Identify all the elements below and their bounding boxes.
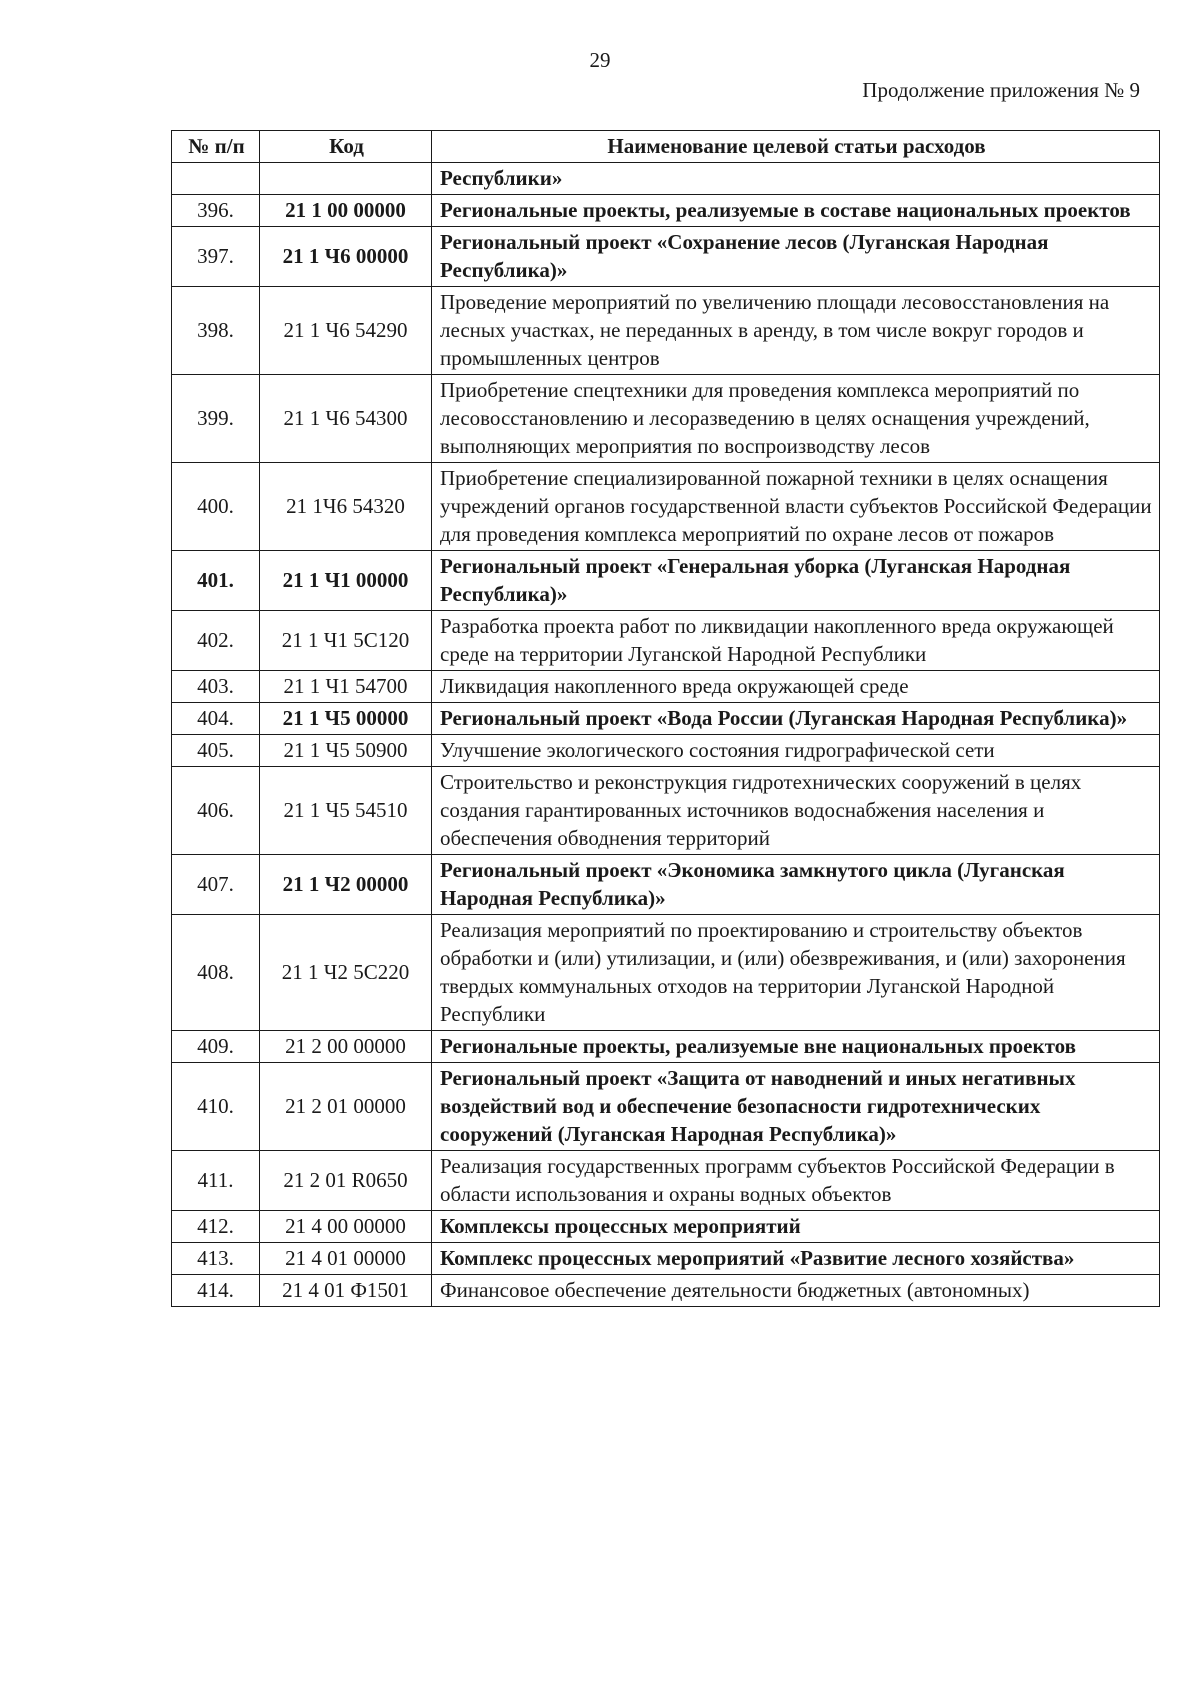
column-header-number: № п/п [172,131,260,163]
row-name-cell: Республики» [432,163,1160,195]
row-code-cell: 21 2 01 00000 [260,1063,432,1151]
row-code-cell: 21 1 Ч5 54510 [260,767,432,855]
row-name-cell: Финансовое обеспечение деятельности бюджетных (автономных) [432,1275,1160,1307]
table-row [172,703,1160,735]
row-number-cell: 397. [172,227,260,287]
row-number-cell: 401. [172,551,260,611]
row-name-cell: Улучшение экологического состояния гидрографической сети [432,735,1160,767]
table-row [172,227,1160,287]
row-name-cell: Региональные проекты, реализуемые вне национальных проектов [432,1031,1160,1063]
table-row [172,855,1160,915]
row-code-cell: 21 2 01 R0650 [260,1151,432,1211]
table-row [172,195,1160,227]
row-number-cell: 403. [172,671,260,703]
row-code-cell [260,163,432,195]
table-row [172,463,1160,551]
row-name-cell: Региональный проект «Экономика замкнутого цикла (Луганская Народная Республика)» [432,855,1160,915]
row-code-cell: 21 1 Ч2 00000 [260,855,432,915]
row-name-cell: Региональный проект «Вода России (Луганская Народная Республика)» [432,703,1160,735]
row-number-cell: 408. [172,915,260,1031]
row-code-cell: 21 1 Ч5 50900 [260,735,432,767]
row-code-cell: 21 4 00 00000 [260,1211,432,1243]
row-code-cell: 21 2 00 00000 [260,1031,432,1063]
row-number-cell: 410. [172,1063,260,1151]
column-header-name: Наименование целевой статьи расходов [432,131,1160,163]
row-number-cell: 405. [172,735,260,767]
table-row [172,671,1160,703]
row-number-cell: 406. [172,767,260,855]
row-code-cell: 21 1 Ч5 00000 [260,703,432,735]
row-code-cell: 21 1 Ч6 54300 [260,375,432,463]
row-number-cell: 411. [172,1151,260,1211]
row-number-cell: 398. [172,287,260,375]
table-row [172,551,1160,611]
row-number-cell: 413. [172,1243,260,1275]
row-name-cell: Разработка проекта работ по ликвидации накопленного вреда окружающей среде на территории Луганской Народной Республики [432,611,1160,671]
row-code-cell: 21 1 00 00000 [260,195,432,227]
table-row [172,375,1160,463]
row-code-cell: 21 1Ч6 54320 [260,463,432,551]
appendix-note: Продолжение приложения № 9 [862,78,1140,102]
row-number-cell: 402. [172,611,260,671]
row-code-cell: 21 1 Ч6 54290 [260,287,432,375]
row-number-cell: 414. [172,1275,260,1307]
row-number-cell: 412. [172,1211,260,1243]
table-row [172,735,1160,767]
table-row [172,767,1160,855]
row-code-cell: 21 4 01 Ф1501 [260,1275,432,1307]
table-row [172,1275,1160,1307]
row-name-cell: Приобретение специализированной пожарной техники в целях оснащения учреждений органов государственной власти субъектов Российской Федерации для проведения комплекса мероприятий по охране лесов от пожаров [432,463,1160,551]
row-name-cell: Региональный проект «Генеральная уборка (Луганская Народная Республика)» [432,551,1160,611]
table-body [172,163,1160,1307]
row-name-cell: Региональный проект «Защита от наводнений и иных негативных воздействий вод и обеспечение безопасности гидротехнических сооружений (Луганская Народная Республика)» [432,1063,1160,1151]
table-row [172,611,1160,671]
row-name-cell: Проведение мероприятий по увеличению площади лесовосстановления на лесных участках, не переданных в аренду, в том числе вокруг городов и промышленных центров [432,287,1160,375]
row-number-cell: 400. [172,463,260,551]
table-row [172,1031,1160,1063]
row-code-cell: 21 1 Ч2 5С220 [260,915,432,1031]
row-code-cell: 21 1 Ч1 00000 [260,551,432,611]
row-name-cell: Реализация мероприятий по проектированию и строительству объектов обработки и (или) утилизации, и (или) обезвреживания, и (или) захоронения твердых коммунальных отходов на территории Луганской Народной Республики [432,915,1160,1031]
row-name-cell: Ликвидация накопленного вреда окружающей среде [432,671,1160,703]
row-name-cell: Реализация государственных программ субъектов Российской Федерации в области использования и охраны водных объектов [432,1151,1160,1211]
row-number-cell: 399. [172,375,260,463]
table-row [172,1063,1160,1151]
table-row [172,287,1160,375]
budget-classification-table [171,130,1160,1307]
row-name-cell: Комплекс процессных мероприятий «Развитие лесного хозяйства» [432,1243,1160,1275]
row-number-cell: 404. [172,703,260,735]
row-code-cell: 21 1 Ч1 54700 [260,671,432,703]
table-header-row [172,131,1160,163]
table-row [172,1151,1160,1211]
row-number-cell: 407. [172,855,260,915]
row-code-cell: 21 1 Ч6 00000 [260,227,432,287]
row-number-cell: 396. [172,195,260,227]
column-header-code: Код [260,131,432,163]
row-name-cell: Региональный проект «Сохранение лесов (Луганская Народная Республика)» [432,227,1160,287]
row-name-cell: Региональные проекты, реализуемые в составе национальных проектов [432,195,1160,227]
page-number: 29 [589,48,611,72]
table-row [172,915,1160,1031]
row-number-cell [172,163,260,195]
table-row [172,163,1160,195]
row-name-cell: Приобретение спецтехники для проведения комплекса мероприятий по лесовосстановлению и лесоразведению в целях оснащения учреждений, выполняющих мероприятия по воспроизводству лесов [432,375,1160,463]
row-number-cell: 409. [172,1031,260,1063]
table-row [172,1211,1160,1243]
row-code-cell: 21 4 01 00000 [260,1243,432,1275]
row-code-cell: 21 1 Ч1 5С120 [260,611,432,671]
table-row [172,1243,1160,1275]
row-name-cell: Строительство и реконструкция гидротехнических сооружений в целях создания гарантированных источников водоснабжения населения и обеспечения обводнения территорий [432,767,1160,855]
row-name-cell: Комплексы процессных мероприятий [432,1211,1160,1243]
